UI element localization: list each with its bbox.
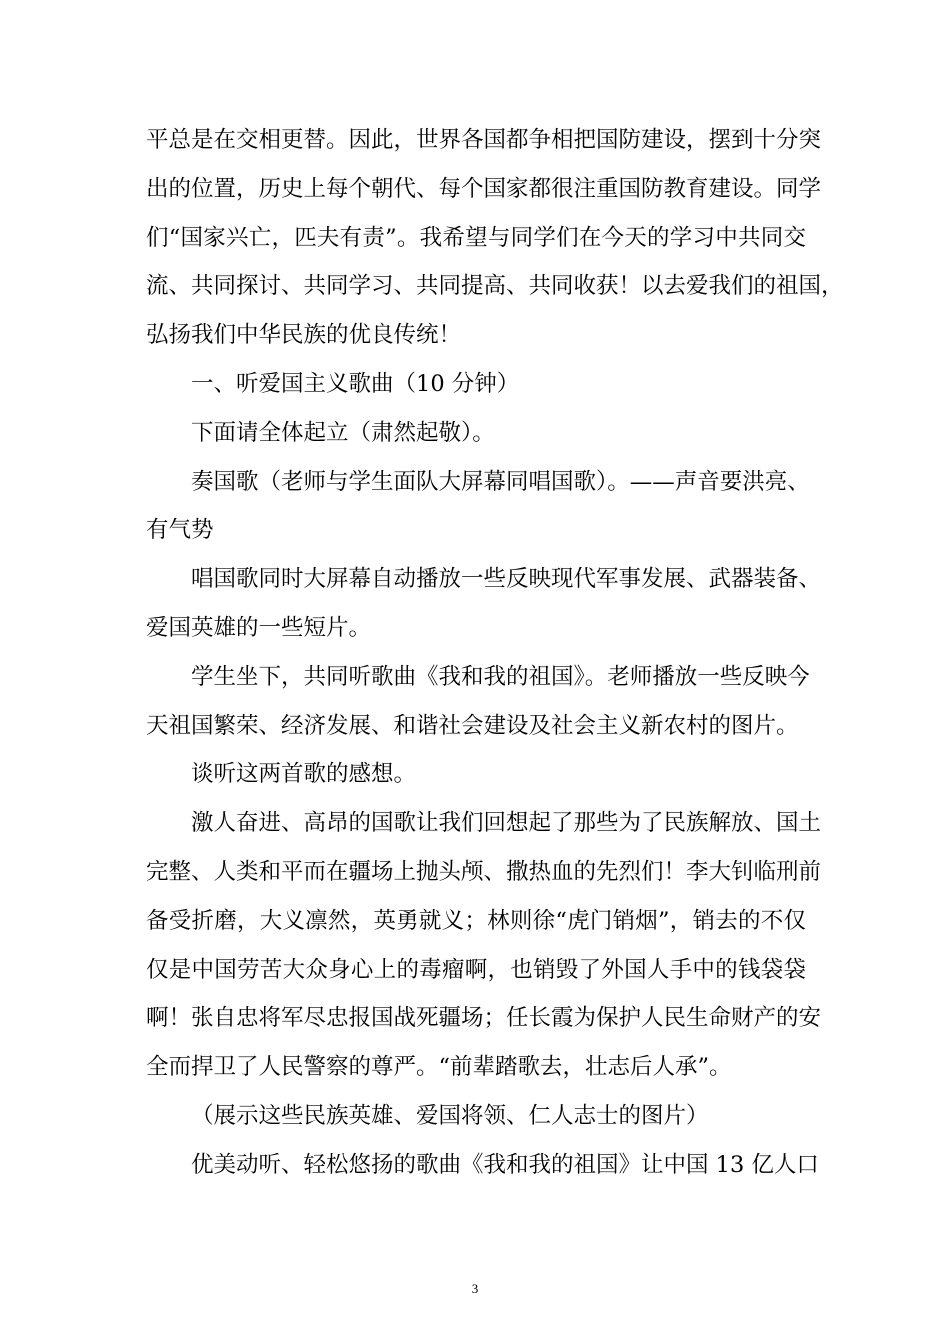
text-line: 激人奋进、高昂的国歌让我们回想起了那些为了民族解放、国土 [191, 810, 822, 837]
text-line: 们“国家兴亡，匹夫有责”。我希望与同学们在今天的学习中共同交 [146, 224, 806, 251]
text-line: 爱国英雄的一些短片。 [146, 614, 372, 641]
text-line: 唱国歌同时大屏幕自动播放一些反映现代军事发展、武器装备、 [191, 566, 822, 593]
text-line: （展示这些民族英雄、爱国将领、仁人志士的图片） [191, 1102, 709, 1129]
text-line: 天祖国繁荣、经济发展、和谐社会建设及社会主义新农村的图片。 [146, 712, 799, 739]
text-line: 一、听爱国主义歌曲（10 分钟） [191, 370, 520, 397]
text-line: 流、共同探讨、共同学习、共同提高、共同收获！以去爱我们的祖国， [146, 273, 844, 300]
body-text [146, 116, 844, 1190]
text-line: 仅是中国劳苦大众身心上的毒瘤啊，也销毁了外国人手中的钱袋袋 [146, 956, 806, 983]
text-line: 平总是在交相更替。因此，世界各国都争相把国防建设，摆到十分突 [146, 127, 822, 153]
text-line: 奏国歌（老师与学生面队大屏幕同唱国歌）。——声音要洪亮、 [191, 468, 810, 495]
text-line: 啊！张自忠将军尽忠报国战死疆场；任长霞为保护人民生命财产的安 [146, 1005, 822, 1032]
text-line: 全而捍卫了人民警察的尊严。“前辈踏歌去，壮志后人承”。 [146, 1054, 732, 1081]
text-line: 出的位置，历史上每个朝代、每个国家都很注重国防教育建设。同学 [146, 175, 822, 202]
page-number: 3 [471, 1281, 479, 1296]
text-line: 优美动听、轻松悠扬的歌曲《我和我的祖国》让中国 13 亿人口 [191, 1151, 819, 1178]
text-line: 下面请全体起立（肃然起敬）。 [191, 419, 495, 446]
text-line: 弘扬我们中华民族的优良传统！ [146, 322, 462, 349]
text-line: 完整、人类和平而在疆场上抛头颅、撒热血的先烈们！李大钊临刑前 [146, 858, 822, 885]
text-line: 有气势 [146, 517, 214, 544]
text-line: 学生坐下，共同听歌曲《我和我的祖国》。老师播放一些反映今 [191, 663, 810, 690]
text-line: 谈听这两首歌的感想。 [191, 761, 417, 788]
text-line: 备受折磨，大义凛然，英勇就义；林则徐“虎门销烟”，销去的不仅 [146, 907, 806, 934]
